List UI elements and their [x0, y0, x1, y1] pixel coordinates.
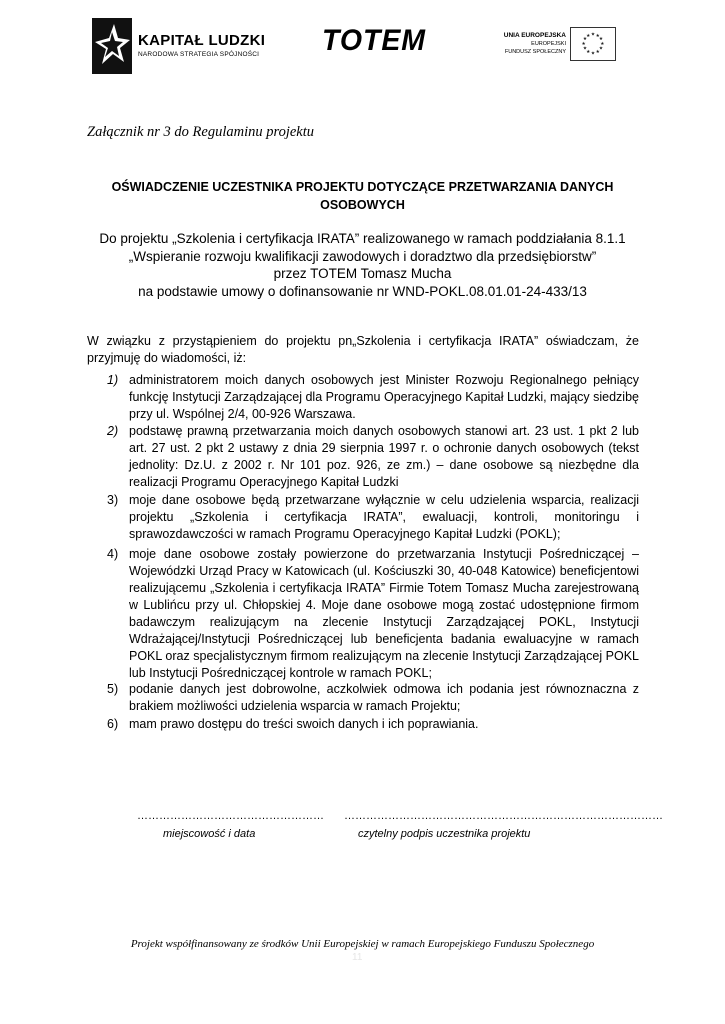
list-item-text: administratorem moich danych osobowych jest Minister Rozwoju Regionalnego pełniący funkcję Instytucji Zarządzającej dla Programu Operacyjnego Kapitał Ludzki, mający siedzibę przy ul. Wspólnej 2/4, 00-926 Warszawa. [129, 373, 639, 421]
svg-text:★: ★ [595, 33, 600, 39]
list-item-text: moje dane osobowe będą przetwarzane wyłącznie w celu udzielenia wsparcia, realizacji projektu „Szkolenia i certyfikacja IRATA”, ewaluacji, kontroli, monitoringu i sprawozdawczości w ramach Programu Operacyjnego Kapitał Ludzki (POKL); [129, 493, 639, 541]
footer-note: Projekt współfinansowany ze środków Unii Europejskiej w ramach Europejskiego Funduszu Społecznego [130, 938, 595, 950]
svg-text:★: ★ [598, 37, 604, 43]
list-item-text: mam prawo dostępu do treści swoich danych i ich poprawiania. [129, 717, 479, 731]
svg-text:★: ★ [598, 46, 604, 52]
svg-text:★: ★ [590, 32, 596, 38]
list-item-number: 4) [107, 547, 119, 561]
signature-label: czytelny podpis uczestnika projektu [358, 828, 531, 840]
eu-logo-line2: EUROPEJSKI [531, 41, 566, 47]
svg-text:★: ★ [595, 49, 600, 55]
kapital-ludzki-subtitle: NARODOWA STRATEGIA SPÓJNOŚCI [138, 51, 260, 58]
kapital-ludzki-logo [92, 18, 272, 74]
list-item [87, 546, 639, 682]
intro-line: „Wspieranie rozwoju kwalifikacji zawodowych i doradztwo dla przedsiębiorstw” [128, 248, 597, 264]
list-item-text: moje dane osobowe zostały powierzone do przetwarzania Instytucji Pośredniczącej – Wojewódzki Urząd Pracy w Katowicach (ul. Kościuszki 30, 40-048 Katowice) beneficjentowi realizującemu „Szkolenia i certyfikacja IRATA” Firmie Totem Tomasz Mucha zarejestrowaną w Lublińcu przy ul. Chłopskiej 4. Moje dane osobowe mogą zostać udostępnione firmom badawczym realizującym na zlecenie Instytucji Zarządzającej POKL, Instytucji Wdrażającej/Instytucji Pośredniczącej lub beneficjenta badania ewaluacyjne w ramach POKL oraz specjalistycznym firmom realizującym na zlecenie Instytucji Zarządzającej POKL lub Instytucji Pośredniczącej kontrole w ramach POKL; [129, 547, 639, 680]
place-date-line: …………………………………………… [137, 810, 324, 822]
eu-logo [498, 27, 618, 63]
list-item-number: 5) [107, 682, 119, 696]
intro-line: na podstawie umowy o dofinansowanie nr WND-POKL.08.01.01-24-433/13 [138, 283, 587, 299]
list-item-text: podstawę prawną przetwarzania moich danych osobowych stanowi art. 23 ust. 1 pkt 2 lub art. 27 ust. 2 pkt 2 ustawy z dnia 29 sierpnia 1997 r. o ochronie danych osobowych (tekst jednolity: Dz.U. z 2002 r. Nr 101 poz. 926, ze zm.) – dane osobowe są niezbędne dla realizacji Programu Operacyjnego Kapitał Ludzki [129, 424, 639, 489]
svg-text:★: ★ [590, 51, 596, 57]
list-item-text: podanie danych jest dobrowolne, aczkolwiek odmowa ich podania jest równoznaczna z brakiem możliwości udzielenia wsparcia w ramach Projektu; [129, 682, 639, 713]
svg-text:★: ★ [581, 41, 586, 47]
svg-text:★: ★ [586, 49, 591, 55]
intro-line: przez TOTEM Tomasz Mucha [273, 266, 452, 281]
list-item-number: 2) [107, 424, 119, 438]
eu-flag-icon [570, 27, 616, 61]
list-item [87, 492, 639, 543]
totem-logo-text: TOTEM [322, 24, 426, 57]
svg-text:★: ★ [582, 37, 588, 43]
svg-text:★: ★ [600, 41, 605, 47]
list-item [87, 681, 639, 715]
place-date-label: miejscowość i data [163, 828, 256, 840]
eu-logo-line1: UNIA EUROPEJSKA [503, 32, 566, 39]
project-intro [60, 230, 665, 300]
lead-paragraph: W związku z przystąpieniem do projektu pn„Szkolenia i certyfikacja IRATA” oświadczam, że przyjmuję do wiadomości, iż: [87, 334, 639, 365]
kapital-ludzki-star-icon [92, 18, 132, 74]
intro-line: Do projektu „Szkolenia i certyfikacja IRATA” realizowanego w ramach poddziałania 8.1.1 [99, 231, 626, 246]
page-number: 11 [352, 952, 363, 963]
document-title: OŚWIADCZENIE UCZESTNIKA PROJEKTU DOTYCZĄCE PRZETWARZANIA DANYCH OSOBOWYCH [111, 180, 614, 212]
signature-line: …………………………………………………………………………… [344, 810, 663, 822]
list-item [87, 372, 639, 423]
list-item [87, 423, 639, 491]
attachment-label: Załącznik nr 3 do Regulaminu projektu [87, 124, 315, 140]
eu-logo-line3: FUNDUSZ SPOŁECZNY [504, 49, 566, 55]
list-item-number: 3) [107, 493, 119, 507]
list-item-number: 6) [107, 717, 119, 731]
totem-logo [322, 22, 426, 62]
list-item-number: 1) [107, 373, 119, 387]
svg-text:★: ★ [582, 46, 588, 52]
svg-text:★: ★ [586, 33, 591, 39]
list-item [87, 716, 639, 733]
kapital-ludzki-title: KAPITAŁ LUDZKI [138, 32, 266, 49]
